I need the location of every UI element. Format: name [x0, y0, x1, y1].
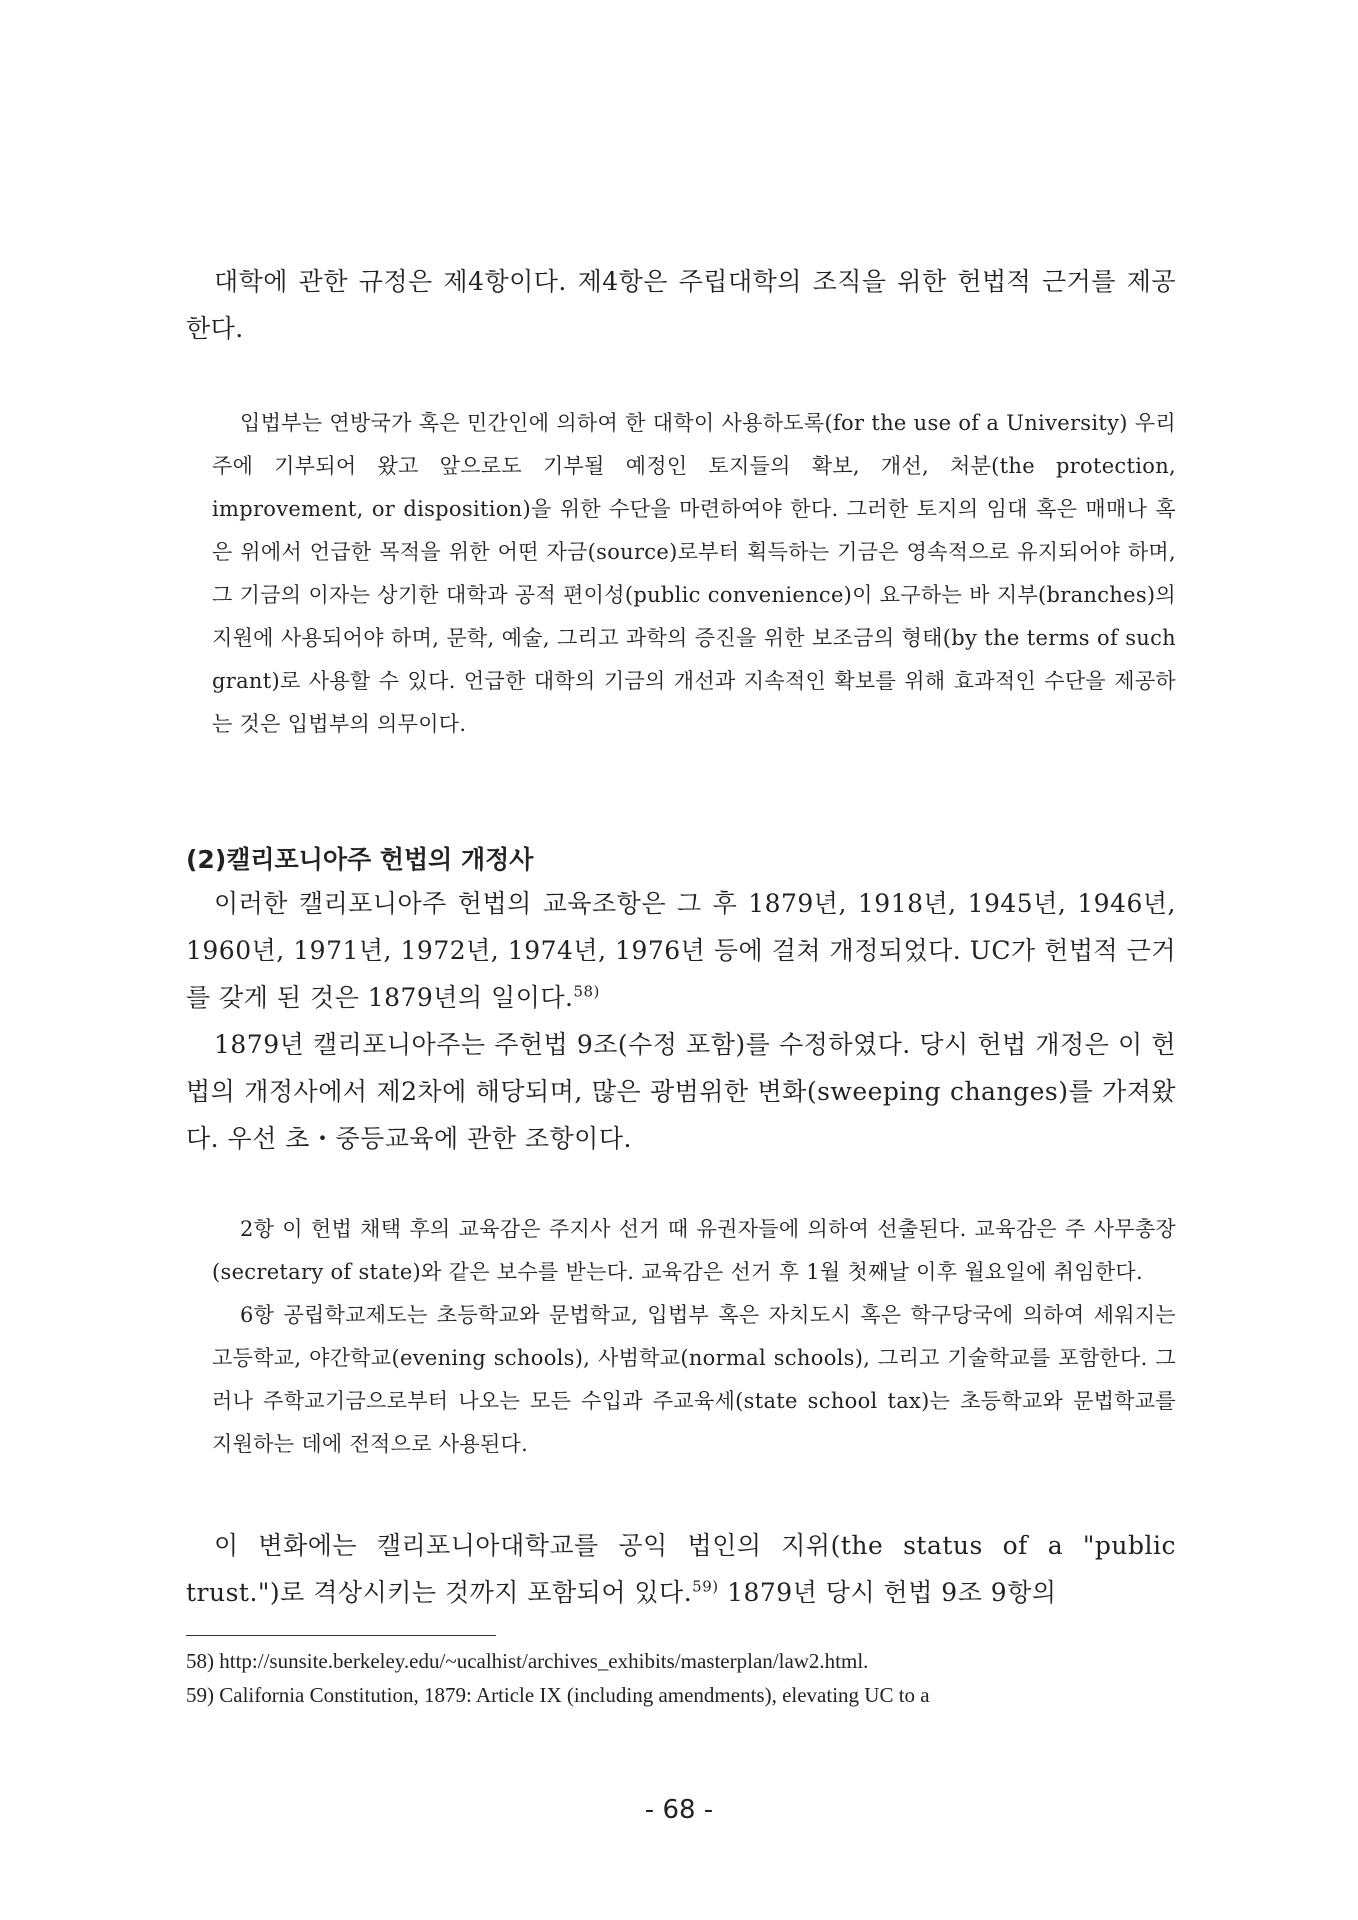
closing-text-b: 1879년 당시 헌법 9조 9항의	[718, 1578, 1057, 1607]
quote-1-paragraph: 입법부는 연방국가 혹은 민간인에 의하여 한 대학이 사용하도록(for the use of a University) 우리 주에 기부되어 왔고 앞으로도 기부될 예정인 토지들의 확보, 개선, 처분(the protection, improvement, or disposition)을 위한 수단을 마련하여야 한다. 그러한 토지의 임대 혹은 매매나 혹은 위에서 언급한 목적을 위한 어떤 자금(source)로부터 획득하는 기금은 영속적으로 유지되어야 하며, 그 기금의 이자는 상기한 대학과 공적 편이성(public convenience)이 요구하는 바 지부(branches)의 지원에 사용되어야 하며, 문학, 예술, 그리고 과학의 증진을 위한 보조금의 형태(by the terms of such grant)로 사용할 수 있다. 언급한 대학의 기금의 개선과 지속적인 확보를 위해 효과적인 수단을 제공하는 것은 입법부의 의무이다.	[212, 411, 1176, 736]
closing-text-a: 이 변화에는 캘리포니아대학교를 공익 법인의 지위(the status of a "public trust.")로 격상시키는 것까지 포함되어 있다.	[186, 1531, 1176, 1607]
quote-2-item-1: 2항 이 헌법 채택 후의 교육감은 주지사 선거 때 유권자들에 의하여 선출된다. 교육감은 주 사무총장(secretary of state)와 같은 보수를 받는다. 교육감은 선거 후 1월 첫째날 이후 월요일에 취임한다.	[212, 1217, 1176, 1284]
closing-paragraph	[186, 1522, 1176, 1616]
footnotes	[186, 1644, 1176, 1712]
quote-2-item-2: 6항 공립학교제도는 초등학교와 문법학교, 입법부 혹은 자치도시 혹은 학구당국에 의하여 세워지는 고등학교, 야간학교(evening schools), 사범학교(normal schools), 그리고 기술학교를 포함한다. 그러나 주학교기금으로부터 나오는 모든 수입과 주교육세(state school tax)는 초등학교와 문법학교를 지원하는 데에 전적으로 사용된다.	[212, 1303, 1176, 1456]
section-paragraph-1-text: 이러한 캘리포니아주 헌법의 교육조항은 그 후 1879년, 1918년, 1945년, 1946년, 1960년, 1971년, 1972년, 1974년, 1976년 등에 걸쳐 개정되었다. UC가 헌법적 근거를 갖게 된 것은 1879년의 일이다.	[186, 889, 1176, 1012]
quote-block-1	[212, 402, 1176, 746]
footnote-divider	[186, 1635, 496, 1636]
section-block	[186, 840, 1176, 1162]
page-number: - 68 -	[644, 1795, 714, 1825]
footnote-ref-58: 58)	[573, 982, 600, 1001]
closing-block	[186, 1522, 1176, 1616]
section-heading: (2)캘리포니아주 헌법의 개정사	[186, 845, 534, 874]
section-paragraph-1	[186, 880, 1176, 1021]
footnote-59: 59) California Constitution, 1879: Article IX (including amendments), elevating UC to a	[186, 1683, 930, 1707]
intro-block	[186, 258, 1176, 352]
intro-paragraph: 대학에 관한 규정은 제4항이다. 제4항은 주립대학의 조직을 위한 헌법적 근거를 제공한다.	[186, 267, 1176, 343]
footnote-58: 58) http://sunsite.berkeley.edu/~ucalhist/archives_exhibits/masterplan/law2.html.	[186, 1649, 869, 1673]
footnote-ref-59: 59)	[692, 1577, 719, 1596]
quote-block-2	[212, 1208, 1176, 1466]
section-paragraph-2: 1879년 캘리포니아주는 주헌법 9조(수정 포함)를 수정하였다. 당시 헌법 개정은 이 헌법의 개정사에서 제2차에 해당되며, 많은 광범위한 변화(sweeping changes)를 가져왔다. 우선 초・중등교육에 관한 조항이다.	[186, 1030, 1176, 1153]
